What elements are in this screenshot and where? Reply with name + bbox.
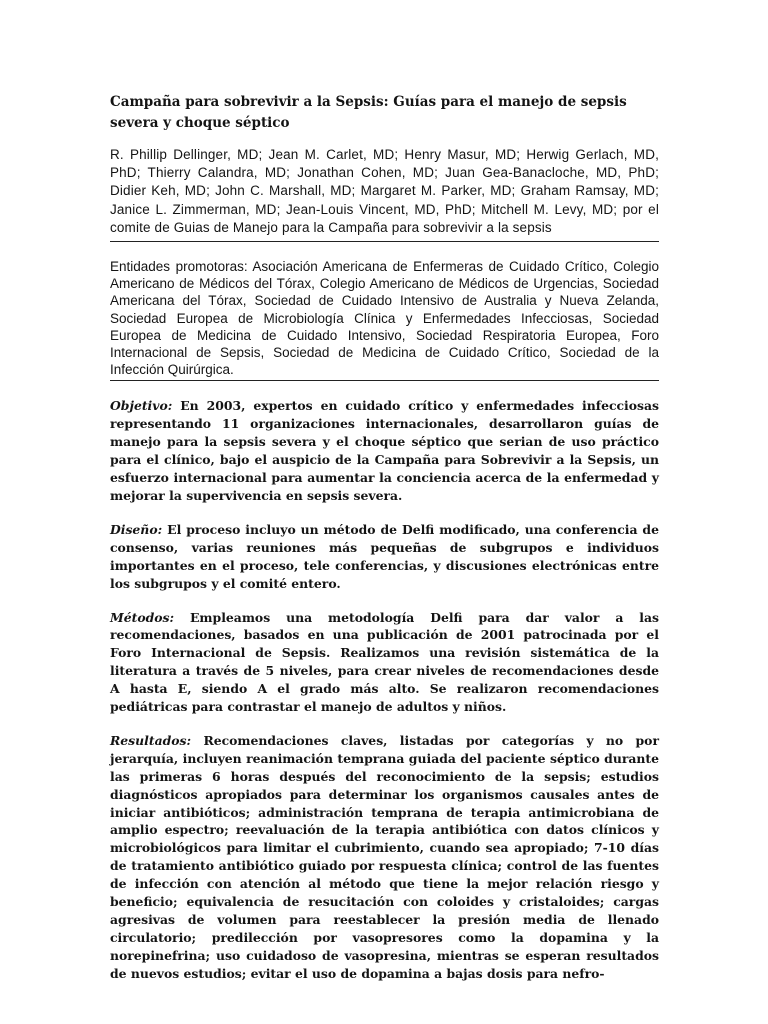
section-label: Objetivo: [110, 398, 173, 414]
author-list: R. Phillip Dellinger, MD; Jean M. Carlet, MD; Henry Masur, MD; Herwig Gerlach, MD, PhD; Thierry Calandra, MD; Jonathan Cohen, MD; Juan Gea-Banacloche, MD, PhD; Didier Keh, MD; John C. Marshall, MD; Margaret M. Parker, MD; Graham Ramsay, MD; Janice L. Zimmerman, MD; Jean-Louis Vincent, MD, PhD; Mitchell M. Levy, MD; por el comite de Guias de Manejo para la Campaña para sobrevivir a la sepsis [110, 147, 659, 235]
section-text: El proceso incluyo un método de Delfi modificado, una conferencia de consenso, varias reuniones más pequeñas de subgrupos e individuos importantes en el proceso, tele conferencias, y discusiones electrónicas entre los subgrupos y el comité entero. [110, 521, 659, 591]
section-label: Resultados: [110, 732, 192, 748]
sponsoring-entities: Entidades promotoras: Asociación Americana de Enfermeras de Cuidado Crítico, Colegio Americano de Médicos del Tórax, Colegio Americano de Médicos de Urgencias, Sociedad Americana del Tórax, Sociedad de Cuidado Intensivo de Australia y Nueva Zelanda, Sociedad Europea de Microbiología Clínica y Enfermedades Infecciosas, Sociedad Europea de Medicina de Cuidado Intensivo, Sociedad Respiratoria Europea, Foro Internacional de Sepsis, Sociedad de Medicina de Cuidado Crítico, Sociedad de la Infección Quirúrgica. [110, 259, 659, 378]
divider-rule [110, 380, 659, 381]
section-label: Diseño: [110, 521, 163, 537]
section-text: Empleamos una metodología Delfi para dar valor a las recomendaciones, basados en una publicación de 2001 patrocinada por el Foro Internacional de Sepsis. Realizamos una revisión sistemática de la literatura a través de 5 niveles, para crear niveles de recomendaciones desde A hasta E, siendo A el grado más alto. Se realizaron recomendaciones pediátricas para contrastar el manejo de adultos y niños. [110, 609, 659, 715]
document-page [110, 92, 659, 999]
abstract-metodos [110, 609, 659, 716]
abstract-resultados [110, 732, 659, 983]
abstract-diseno [110, 521, 659, 593]
section-label: Métodos: [110, 609, 175, 625]
abstract-objetivo [110, 397, 659, 504]
divider-rule [110, 241, 659, 242]
document-title: Campaña para sobrevivir a la Sepsis: Guías para el manejo de sepsis severa y choque séptico [110, 94, 627, 131]
section-text: Recomendaciones claves, listadas por categorías y no por jerarquía, incluyen reanimación temprana guiada del paciente séptico durante las primeras 6 horas después del reconocimiento de la sepsis; estudios diagnósticos apropiados para determinar los organismos causales antes de iniciar antibióticos; administración temprana de terapia antimicrobiana de amplio espectro; reevaluación de la terapia antibiótica con datos clínicos y microbiológicos para limitar el cubrimiento, cuando sea apropiado; 7-10 días de tratamiento antibiótico guiado por respuesta clínica; control de las fuentes de infección con atención al método que tiene la mejor relación riesgo y beneficio; equivalencia de resucitación con coloides y cristaloides; cargas agresivas de volumen para reestablecer la presión media de llenado circulatorio; predilección por vasopresores como la dopamina y la norepinefrina; uso cuidadoso de vasopresina, mientras se esperan resultados de nuevos estudios; evitar el uso de dopamina a bajas dosis para nefro- [110, 732, 659, 981]
section-text: En 2003, expertos en cuidado crítico y enfermedades infecciosas representando 11 organizaciones internacionales, desarrollaron guías de manejo para la sepsis severa y el choque séptico que serian de uso práctico para el clínico, bajo el auspicio de la Campaña para Sobrevivir a la Sepsis, un esfuerzo internacional para aumentar la conciencia acerca de la enfermedad y mejorar la supervivencia en sepsis severa. [110, 398, 659, 503]
